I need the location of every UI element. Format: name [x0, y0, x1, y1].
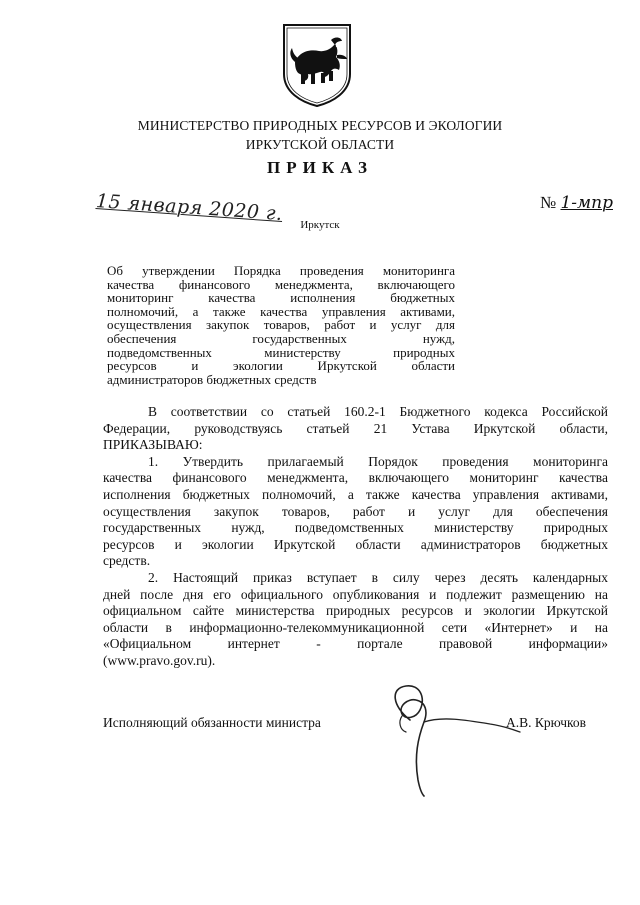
item2-line: дней после дня его официального опубликования и подлежит размещению на: [103, 586, 608, 602]
item2-line: официальном сайте министерства природных ресурсов и экологии Иркутской: [103, 603, 608, 619]
item1-line: средств.: [103, 553, 151, 569]
number-value: 1-мпр: [560, 193, 613, 213]
subject-line: качества финансового менеджмента, включающего: [107, 276, 455, 292]
document-city: Иркутск: [300, 219, 340, 231]
preamble-line: Федерации, руководствуясь статьей 21 Устава Иркутской области,: [103, 420, 608, 436]
subject-line: Об утверждении Порядка проведения мониторинга: [107, 263, 455, 278]
document-type-title: ПРИКАЗ: [267, 158, 373, 177]
ministry-name-line2: ИРКУТСКОЙ ОБЛАСТИ: [245, 137, 395, 152]
coat-of-arms-icon: [281, 22, 353, 108]
handwritten-signature-icon: [380, 676, 540, 798]
subject-line: полномочий, а также качества управления активами,: [107, 303, 455, 319]
item1-line: осуществления закупок товаров, работ и услуг для обеспечения: [103, 503, 608, 519]
document-date: 15 января 2020 г.: [95, 190, 284, 226]
document-number: [540, 193, 613, 213]
item1-line: 1. Утвердить прилагаемый Порядок проведения мониторинга: [148, 453, 608, 469]
item2-line: (www.pravo.gov.ru).: [103, 652, 216, 668]
item1-line: ресурсов и экологии Иркутской области администраторов бюджетных: [103, 536, 608, 552]
subject-line: обеспечения государственных нужд,: [107, 330, 455, 346]
number-prefix: №: [540, 193, 557, 212]
subject-line: подведомственных министерству природных: [107, 344, 455, 360]
item1-line: качества финансового менеджмента, включающего мониторинг качества: [103, 470, 608, 486]
signatory-name: А.В. Крючков: [506, 715, 586, 730]
document-body: [103, 404, 608, 670]
item2-line: 2. Настоящий приказ вступает в силу через десять календарных: [148, 569, 608, 585]
subject-line: мониторинг качества исполнения бюджетных: [107, 290, 455, 306]
document-subject: [107, 264, 455, 386]
preamble-line: В соответствии со статьей 160.2-1 Бюджетного кодекса Российской: [148, 404, 608, 419]
subject-line: администраторов бюджетных средств: [107, 371, 317, 387]
ministry-name-line1: МИНИСТЕРСТВО ПРИРОДНЫХ РЕСУРСОВ И ЭКОЛОГИИ: [137, 118, 503, 133]
order-word: ПРИКАЗЫВАЮ:: [103, 437, 203, 453]
subject-line: осуществления закупок товаров, работ и услуг для: [107, 317, 455, 333]
item1-line: исполнения бюджетных полномочий, а также качества управления активами,: [103, 486, 608, 502]
item2-line: области в информационно-телекоммуникационной сети «Интернет» и на: [103, 619, 608, 635]
item2-line: «Официальном интернет - портале правовой информации»: [103, 636, 608, 652]
signatory-role: Исполняющий обязанности министра: [103, 715, 321, 730]
item1-line: государственных нужд, подведомственных министерству природных: [103, 520, 608, 536]
subject-line: ресурсов и экологии Иркутской области: [107, 358, 455, 374]
